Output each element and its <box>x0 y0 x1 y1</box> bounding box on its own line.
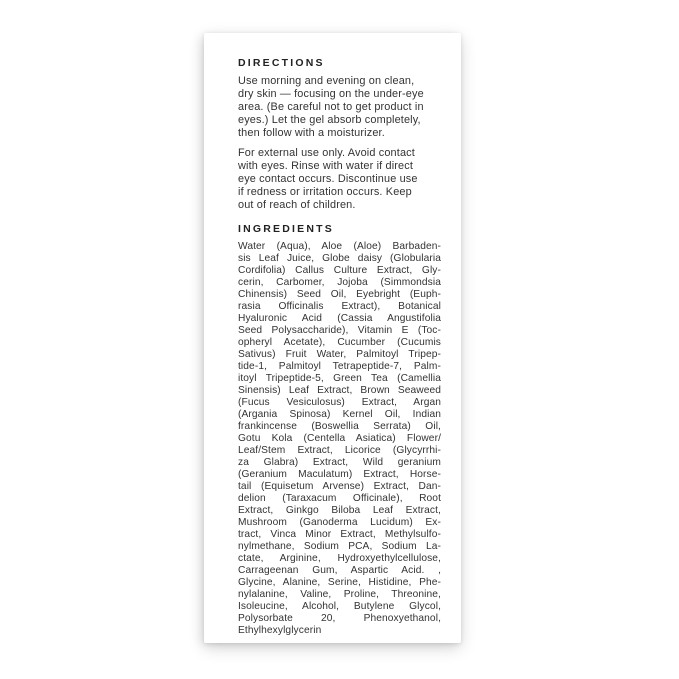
text-line: tract, Vinca Minor Extract, Methylsulfo- <box>238 529 441 540</box>
directions-paragraph-warning <box>238 147 441 212</box>
text-line: then follow with a moisturizer. <box>238 127 385 139</box>
text-line: za Glabra) Extract, Wild geranium <box>238 457 441 468</box>
text-line: nylalanine, Valine, Proline, Threonine, <box>238 589 441 600</box>
text-line: Extract, Ginkgo Biloba Leaf Extract, <box>238 505 441 516</box>
text-line: frankincense (Boswellia Serrata) Oil, <box>238 421 441 432</box>
text-line: Glycine, Alanine, Serine, Histidine, Phe- <box>238 577 441 588</box>
text-line: Water (Aqua), Aloe (Aloe) Barbaden- <box>238 241 441 252</box>
text-line: dry skin — focusing on the under-eye <box>238 88 424 100</box>
text-line: Ethylhexylglycerin <box>238 625 322 636</box>
directions-paragraph-usage <box>238 75 441 140</box>
ingredients-section <box>238 223 441 637</box>
text-line: Carrageenan Gum, Aspartic Acid. , <box>238 565 441 576</box>
text-line: with eyes. Rinse with water if direct <box>238 160 414 172</box>
text-line: itoyl Tripeptide-5, Green Tea (Camellia <box>238 373 441 384</box>
text-line: Mushroom (Ganoderma Lucidum) Ex- <box>238 517 441 528</box>
text-line: Isoleucine, Alcohol, Butylene Glycol, <box>238 601 441 612</box>
text-line: eye contact occurs. Discontinue use <box>238 173 418 185</box>
text-line: tide-1, Palmitoyl Tetrapeptide-7, Palm- <box>238 361 441 372</box>
text-line: eyes.) Let the gel absorb completely, <box>238 114 421 126</box>
text-line: Use morning and evening on clean, <box>238 75 415 87</box>
directions-heading: DIRECTIONS <box>238 57 325 69</box>
text-line: delion (Taraxacum Officinale), Root <box>238 493 441 504</box>
text-line: Seed Polysaccharide), Vitamin E (Toc- <box>238 325 441 336</box>
text-line: Sinensis) Leaf Extract, Brown Seaweed <box>238 385 441 396</box>
text-line: area. (Be careful not to get product in <box>238 101 424 113</box>
text-line: out of reach of children. <box>238 199 356 211</box>
text-line: opheryl Acetate), Cucumber (Cucumis <box>238 337 441 348</box>
text-line: Gotu Kola (Centella Asiatica) Flower/ <box>238 433 441 444</box>
text-line: ctate, Arginine, Hydroxyethylcellulose, <box>238 553 441 564</box>
text-line: cerin, Carbomer, Jojoba (Simmondsia <box>238 277 441 288</box>
text-line: (Fucus Vesiculosus) Extract, Argan <box>238 397 441 408</box>
text-line: Chinensis) Seed Oil, Eyebright (Euph- <box>238 289 441 300</box>
text-line: (Geranium Maculatum) Extract, Horse- <box>238 469 441 480</box>
text-line: (Argania Spinosa) Kernel Oil, Indian <box>238 409 441 420</box>
text-line: rasia Officinalis Extract), Botanical <box>238 301 441 312</box>
text-line: For external use only. Avoid contact <box>238 147 415 159</box>
directions-section <box>238 57 441 212</box>
text-line: tail (Equisetum Arvense) Extract, Dan- <box>238 481 441 492</box>
text-line: Sativus) Fruit Water, Palmitoyl Tripep- <box>238 349 441 360</box>
text-line: if redness or irritation occurs. Keep <box>238 186 412 198</box>
product-box-back-panel <box>204 33 461 643</box>
ingredients-text <box>238 241 441 637</box>
text-line: Cordifolia) Callus Culture Extract, Gly- <box>238 265 441 276</box>
text-line: Leaf/Stem Extract, Licorice (Glycyrrhi- <box>238 445 441 456</box>
text-line: Polysorbate 20, Phenoxyethanol, <box>238 613 441 624</box>
text-line: nylmethane, Sodium PCA, Sodium La- <box>238 541 441 552</box>
ingredients-heading: INGREDIENTS <box>238 223 334 235</box>
text-line: Hyaluronic Acid (Cassia Angustifolia <box>238 313 441 324</box>
text-line: sis Leaf Juice, Globe daisy (Globularia <box>238 253 441 264</box>
